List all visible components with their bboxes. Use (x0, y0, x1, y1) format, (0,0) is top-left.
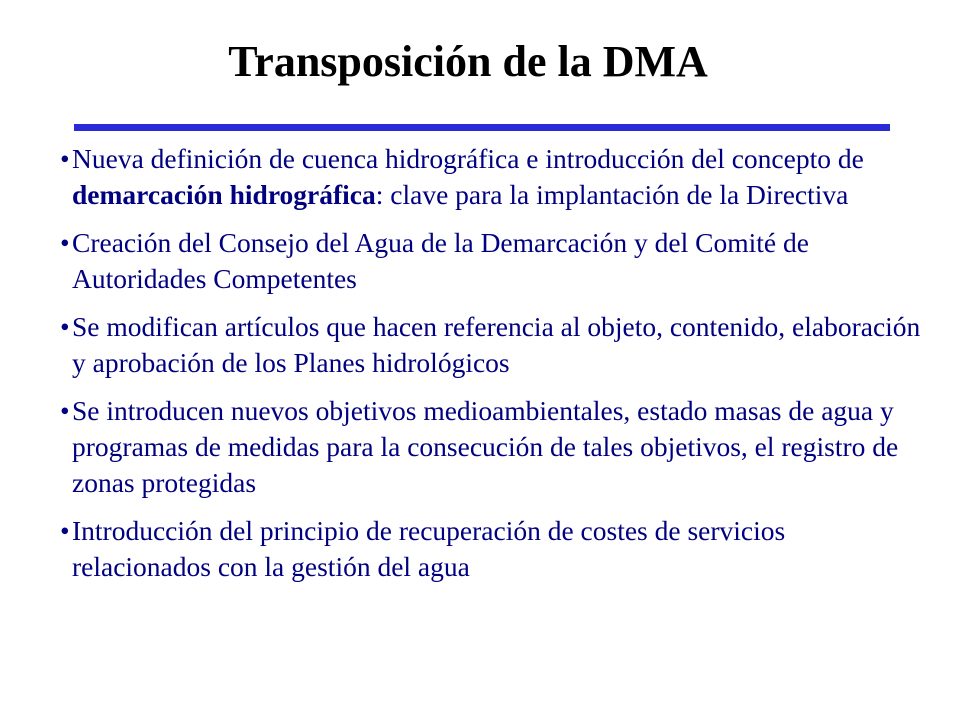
bullet-icon: • (60, 515, 70, 546)
bullet-icon: • (60, 227, 70, 258)
bullet-text-part: Nueva definición de cuenca hidrográfica e introducción del concepto de (72, 143, 864, 174)
bullet-icon: • (60, 395, 70, 426)
title-underline-rule (74, 124, 890, 131)
bullet-text: Creación del Consejo del Agua de la Demarcación y del Comité de Autoridades Competentes (72, 227, 809, 294)
slide-title: Transposición de la DMA (228, 37, 708, 86)
bullet-text: Se introducen nuevos objetivos medioambientales, estado masas de agua y programas de medidas para la consecución de tales objetivos, el registro de zonas protegidas (72, 395, 899, 498)
bullet-text: Introducción del principio de recuperación de costes de servicios relacionados con la gestión del agua (72, 515, 786, 582)
bullet-list (60, 141, 930, 597)
bullet-item-costes (60, 513, 930, 585)
bullet-text: Se modifican artículos que hacen referencia al objeto, contenido, elaboración y aprobación de los Planes hidrológicos (72, 311, 921, 378)
bullet-text-bold-term: demarcación hidrográfica (72, 179, 376, 210)
bullet-item-consejo (60, 225, 930, 297)
bullet-item-articulos (60, 309, 930, 381)
bullet-item-objetivos (60, 393, 930, 501)
bullet-icon: • (60, 311, 70, 342)
bullet-icon: • (60, 143, 70, 174)
bullet-text-part: : clave para la implantación de la Directiva (375, 179, 849, 210)
bullet-item-cuenca (60, 141, 930, 213)
